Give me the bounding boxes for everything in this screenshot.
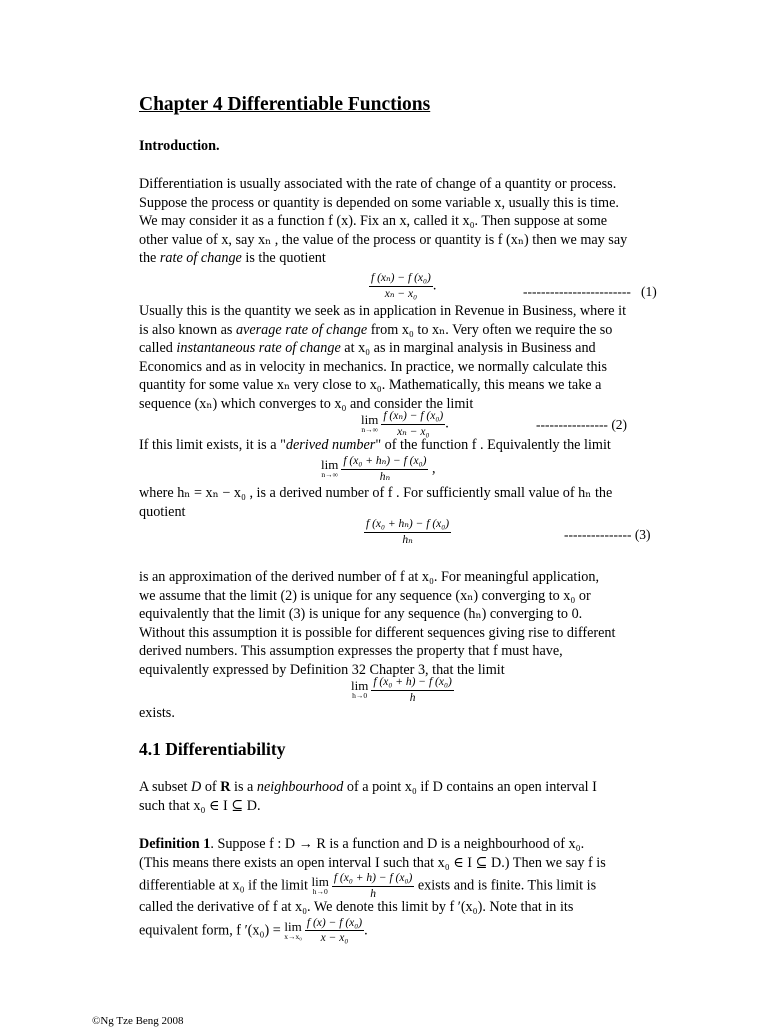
- section-heading: 4.1 Differentiability: [139, 739, 286, 759]
- text-line: called the derivative of f at x₀. We denote this limit by f ′(x₀). Note that in its: [139, 899, 574, 916]
- text-line: is an approximation of the derived number of f at x₀. For meaningful application,: [139, 569, 600, 585]
- text-line: equivalent form, f ′(x₀) = lim x→x₀ $\frac{\text{f (x) − f (x₀)}}{\text{x − x₀}}$ .: [139, 916, 368, 945]
- text-line: Differentiation is usually associated with the rate of change of a quantity or process.: [139, 176, 617, 192]
- text-line: we assume that the limit (2) is unique for any sequence (xₙ) converging to x₀ or: [139, 587, 591, 604]
- paragraph-exists: exists.: [139, 705, 175, 721]
- text-line: where hₙ = xₙ − x₀ , is a derived number of f . For sufficiently small value of hₙ the: [139, 485, 613, 501]
- limit: lim h→0: [311, 874, 329, 897]
- text-line: Usually this is the quantity we seek as in application in Revenue in Business, where it: [139, 303, 627, 319]
- text-line: differentiable at x₀ if the limit lim h→0 $\frac{\text{f (x₀ + h) − f (x₀)}}{h}$ exists and is finite. This limit is: [139, 872, 597, 900]
- definition-label: Definition 1: [139, 836, 211, 852]
- emphasis: rate of change: [159, 250, 242, 267]
- fraction: $\frac{\text{f (x₀ + hₙ) − f (x₀)}}{\text{hₙ}}$: [343, 455, 427, 483]
- fraction: $\frac{\text{f (x₀ + hₙ) − f (x₀)}}{\text{hₙ}}$: [366, 518, 450, 546]
- equation-2: lim n→∞ $\frac{\text{f (xₙ) − f (x₀)}}{\text{xₙ − x₀}}$ .: [361, 410, 449, 438]
- text-line: equivalently expressed by Definition 32 Chapter 3, that the limit: [139, 661, 505, 678]
- emphasis: derived number: [285, 437, 376, 453]
- text-line: We may consider it as a function f (x). Fix an x, called it x₀. Then suppose at some: [139, 213, 608, 230]
- text-line: Definition 1. Suppose f : D → R is a function and D is a neighbourhood of x₀.: [139, 836, 585, 852]
- emphasis: neighbourhood: [256, 779, 344, 795]
- fraction: $\frac{\text{f (xₙ) − f (x₀)}}{\text{xₙ − x₀}}$: [371, 272, 431, 300]
- copyright-footer: ©Ng Tze Beng 2008: [92, 1015, 184, 1027]
- text-line: sequence (xₙ) which converges to x₀ and consider the limit: [139, 395, 474, 412]
- chapter-title: Chapter 4 Differentiable Functions: [139, 94, 431, 115]
- fraction: $\frac{\text{f (x₀ + h) − f (x₀)}}{h}$: [333, 872, 413, 900]
- limit: lim h→0: [351, 678, 369, 700]
- equation-1-label: ------------------------ (1): [523, 284, 657, 299]
- paragraph-approximation: [139, 568, 676, 680]
- text-line: derived numbers. This assumption expresses the property that f must have,: [139, 643, 563, 660]
- text-line: quantity for some value xₙ very close to x₀. Mathematically, this means we take a: [139, 377, 602, 394]
- text-line: A subset D of R is a neighbourhood of a point x₀ if D contains an open interval I: [139, 779, 597, 795]
- limit: lim n→∞: [361, 412, 379, 434]
- fraction: $\frac{\text{f (xₙ) − f (x₀)}}{\text{xₙ − x₀}}$: [383, 410, 444, 438]
- intro-heading: Introduction.: [139, 138, 220, 154]
- limit: lim n→∞: [321, 457, 339, 479]
- emphasis: average rate of change: [235, 321, 368, 338]
- text-line: Suppose the process or quantity is depended on some variable x, usually this is time.: [139, 194, 619, 211]
- emphasis: instantaneous rate of change: [176, 340, 341, 357]
- equation-2b: lim n→∞ $\frac{\text{f (x₀ + hₙ) − f (x₀)}}{\text{hₙ}}$ ,: [321, 455, 436, 483]
- definition-1: [139, 835, 676, 943]
- equation-3-label: --------------- (3): [564, 527, 651, 542]
- text-line: equivalently that the limit (3) is unique for any sequence (hₙ) converging to 0.: [139, 606, 583, 623]
- text-line: is also known as average rate of change from x₀ to xₙ. Very often we require the so: [139, 321, 613, 338]
- equation-4: [351, 676, 454, 704]
- text-line: other value of x, say xₙ , the value of the process or quantity is f (xₙ) then we may say: [139, 231, 628, 248]
- text-line: Without this assumption it is possible for different sequences giving rise to different: [139, 624, 616, 641]
- text-line: called instantaneous rate of change at x₀ as in marginal analysis in Business and: [139, 340, 596, 357]
- equation-1: $\frac{\text{f (xₙ) − f (x₀)}}{\text{xₙ − x₀}}$ .: [371, 272, 437, 300]
- fraction: $\frac{\text{f (x) − f (x₀)}}{\text{x − x₀}}$: [306, 916, 363, 945]
- text-line: If this limit exists, it is a "derived number" of the function f . Equivalently the limit: [139, 437, 611, 453]
- equation-3: [364, 518, 451, 546]
- text-line: the rate of change is the quotient: [139, 250, 326, 267]
- text-line: Economics and as in velocity in mechanics. In practice, we normally calculate this: [139, 358, 608, 375]
- paragraph-derived-number: [139, 436, 676, 455]
- text-line: quotient: [139, 503, 186, 520]
- paragraph-intro: [139, 175, 676, 268]
- text-line: such that x₀ ∈ I ⊆ D.: [139, 797, 261, 814]
- paragraph-rate: [139, 302, 676, 414]
- paragraph-neighbourhood: [139, 778, 676, 815]
- fraction: $\frac{\text{f (x₀ + h) − f (x₀)}}{h}$: [373, 676, 452, 704]
- equation-2-label: ---------------- (2): [536, 417, 628, 432]
- text-line: (This means there exists an open interval I such that x₀ ∈ I ⊆ D.) Then we say f is: [139, 854, 606, 871]
- paragraph-quotient: [139, 484, 676, 521]
- limit: lim x→x₀: [284, 918, 302, 941]
